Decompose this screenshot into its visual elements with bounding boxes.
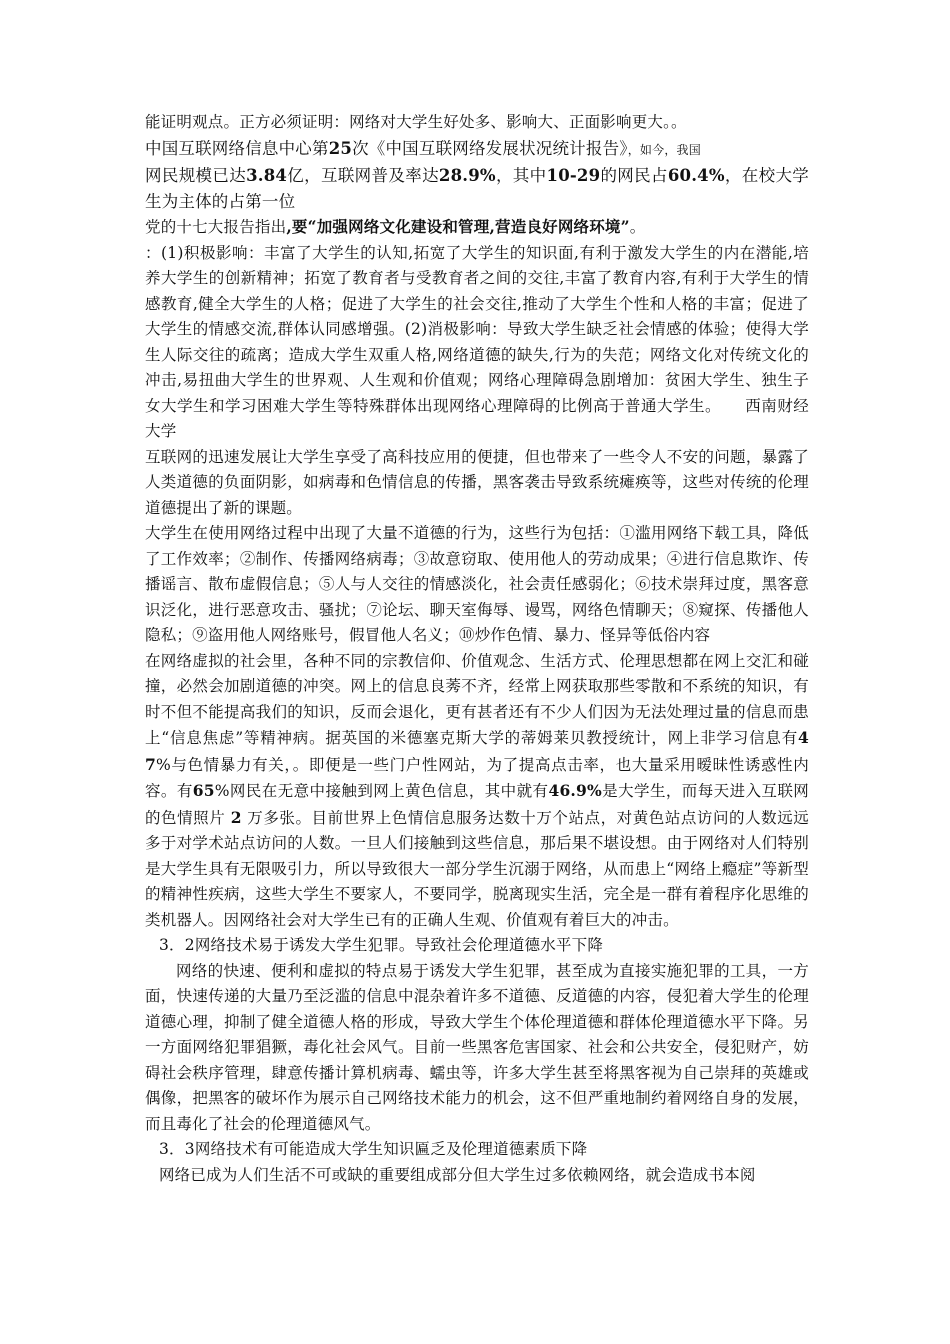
text-segment: 。 — [629, 218, 646, 236]
paragraph-party-report — [145, 214, 809, 241]
bold-number: 47 — [145, 728, 809, 774]
section-heading-3-3: 3．3网络技术有可能造成大学生知识匾乏及伦理道德素质下降 — [159, 1140, 588, 1158]
section-heading-3-2: 3．2网络技术易于诱发大学生犯罪。导致社会伦理道德水平下降 — [159, 936, 604, 954]
paragraph-cnnic-statistics — [145, 136, 809, 215]
bold-quote: ,要“加强网络文化建设和管理 — [286, 217, 490, 236]
paragraph-cybercrime: 网络的快速、便利和虚拟的特点易于诱发大学生犯罪，甚至成为直接实施犯罪的工具，一方面，快速传递的大量乃至泛滥的信息中混杂着许多不道德、反道德的内容，侵犯着大学生的伦理道德心理，抑制了健全道德人格的形成，导致大学生个体伦理道德和群体伦理道德水平下降。另一方面网络犯罪猖獗，毒化社会风气。目前一些黑客危害国家、社会和公共安全，侵犯财产，妨碍社会秩序管理，肆意传播计算机病毒、蠕虫等，许多大学生甚至将黑客视为自己崇拜的英雄或偶像，把黑客的破坏作为展示自己网络技术能力的机会，这不但严重地制约着网络自身的发展，而且毒化了社会的伦理道德风气。 — [145, 961, 809, 1133]
text-segment: 亿，互联网普及率达 — [287, 166, 439, 185]
bold-number: 60.4% — [667, 166, 725, 185]
paragraph-impacts: ：(1)积极影响：丰富了大学生的认知,拓宽了大学生的知识面,有利于激发大学生的内在潜能,培养大学生的创新精神；拓宽了教育者与受教育者之间的交往,丰富了教育内容,有利于大学生的情感教育,健全大学生的人格；促进了大学生的社会交往,推动了大学生个性和人格的丰富；促进了大学生的情感交流,群体认同感增强。(2)消极影响：导致大学生缺乏社会情感的体验；使得大学生人际交往的疏离；造成大学生双重人格,网络道德的缺失,行为的失范；网络文化对传统文化的冲击,易扭曲大学生的世界观、人生观和价值观；网络心理障碍急剧增加：贫困大学生、独生子女大学生和学习困难大学生等特殊群体出现网络心理障碍的比例高于普通大学生。 西南财经大学 — [145, 243, 809, 440]
text-segment: 次《中国互联网络发展状况统计报告》 — [352, 138, 628, 158]
text-segment: 网民规模已达 — [145, 166, 247, 185]
text-segment-small: ，如今，我国 — [627, 142, 701, 157]
text-segment: 中国互联网络信息中心第 — [145, 138, 329, 158]
paragraph-virtual-society — [145, 649, 809, 934]
bold-number: 10-29 — [546, 166, 601, 185]
bold-number: 65 — [192, 781, 215, 800]
paragraph-dependence: 网络已成为人们生活不可或缺的重要组成部分但大学生过多依赖网络，就会造成书本阅 — [158, 1165, 756, 1184]
bold-number: 25 — [328, 138, 353, 158]
text-segment: 万多张。目前世界上色情信息服务达数十万个站点，对黄色站点访问的人数远远多于对学术站点访问的人数。一旦人们接触到这些信息，那后果不堪设想。由于网络对人们特别是大学生具有无限吸引力，所以导致很大一部分学生沉溺于网络，从而患上“网络上瘾症”等新型的精神性疾病，这些大学生不要家人，不要同学，脱离现实生活，完全是一群有着程序化思维的类机器人。因网络社会对大学生已有的正确人生观、价值观有着巨大的冲击。 — [145, 808, 809, 929]
text-segment: %网民在无意中接触到网上黄色信息，其中就有 — [214, 782, 549, 800]
text-segment: ，在校大学生为主体的占第一位 — [145, 166, 809, 211]
text-segment: ，其中 — [495, 166, 547, 185]
bold-number: 28.9% — [438, 166, 496, 185]
document-page — [145, 110, 809, 1188]
paragraph-internet-development: 互联网的迅速发展让大学生享受了高科技应用的便捷，但也带来了一些令人不安的问题，暴露了人类道德的负面阴影，如病毒和色情信息的传播，黑客袭击导致系统瘫痪等，这些对传统的伦理道德提出了新的课题。 — [145, 447, 809, 517]
bold-quote: ,营造良好网络环境” — [489, 217, 630, 236]
text-segment: 在网络虚拟的社会里，各种不同的宗教信仰、价值观念、生活方式、伦理思想都在网上交汇和碰撞，必然会加剧道德的冲突。网上的信息良莠不齐，经常上网获取那些零散和不系统的知识，有时不但不能提高我们的知识，反而会退化，更有甚者还有不少人们因为无法处理过量的信息而患上“信息焦虑”等精神病。据英国的米德塞克斯大学的蒂姆莱贝教授统计，网上非学习信息有 — [145, 651, 809, 747]
text-segment: 党的十七大报告指出 — [145, 218, 287, 236]
bold-number: 46.9% — [548, 781, 602, 800]
text-segment: 的网民占 — [600, 166, 668, 185]
paragraph-unethical-behaviors: 大学生在使用网络过程中出现了大量不道德的行为，这些行为包括：①滥用网络下载工具，降低了工作效率；②制作、传播网络病毒；③故意窃取、使用他人的劳动成果；④进行信息欺诈、传播谣言、散布虚假信息；⑤人与人交往的情感淡化，社会责任感弱化；⑥技术崇拜过度，黑客意识泛化，进行恶意攻击、骚扰；⑦论坛、聊天室侮辱、谩骂，网络色情聊天；⑧窥探、传播他人隐私；⑨盗用他人网络账号，假冒他人名义；⑩炒作色情、暴力、怪异等低俗内容 — [145, 524, 809, 644]
paragraph-conclusion: 能证明观点。正方必须证明：网络对大学生好处多、影响大、正面影响更大。。 — [145, 113, 687, 131]
text-segment: 是大学生，而每天进入互联网的色情照片 — [145, 782, 809, 827]
text-segment: %与色情暴力有关，。即便是一些门户性网站，为了提高点击率，也大量采用暧昧性诱惑性内容。有 — [145, 755, 809, 800]
bold-number: 3.84 — [246, 166, 288, 185]
bold-number: 2 — [230, 807, 242, 827]
